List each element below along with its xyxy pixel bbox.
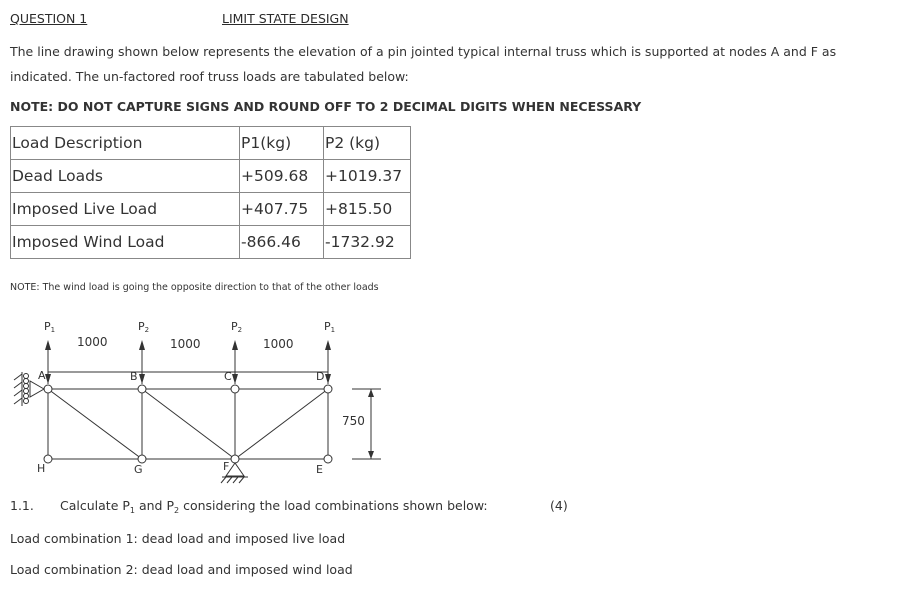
node-circle bbox=[324, 385, 332, 393]
load-label: P bbox=[44, 320, 51, 333]
load-combination-2: Load combination 2: dead load and imposed wind load bbox=[10, 562, 353, 577]
table-row bbox=[11, 226, 411, 259]
svg-text:P1 bbox=[44, 320, 55, 334]
rounding-note: NOTE: DO NOT CAPTURE SIGNS AND ROUND OFF TO 2 DECIMAL DIGITS WHEN NECESSARY bbox=[10, 99, 642, 114]
diagonal-member bbox=[235, 389, 328, 459]
load-label: P bbox=[324, 320, 331, 333]
question-sub-b: 2 bbox=[174, 506, 180, 515]
table-header-cell: P2 (kg) bbox=[324, 127, 411, 160]
load-combination-1: Load combination 1: dead load and imposed live load bbox=[10, 531, 346, 546]
intro-line-2: indicated. The un-factored roof truss loads are tabulated below: bbox=[10, 69, 409, 84]
question-marks: (4) bbox=[550, 498, 568, 513]
question-text-b: and P bbox=[135, 498, 175, 513]
load-sub: 1 bbox=[330, 326, 336, 334]
load-sub: 2 bbox=[237, 326, 243, 334]
load-label: P bbox=[138, 320, 145, 333]
table-header-cell: Load Description bbox=[11, 127, 240, 160]
node-label: D bbox=[316, 370, 325, 383]
node-label: C bbox=[224, 370, 232, 383]
arrow-head bbox=[232, 340, 238, 350]
question-text-a: Calculate P bbox=[60, 498, 130, 513]
topic-heading: LIMIT STATE DESIGN bbox=[222, 11, 349, 26]
node-circle bbox=[324, 455, 332, 463]
question-heading: QUESTION 1 bbox=[10, 11, 88, 26]
table-cell: +1019.37 bbox=[324, 160, 411, 193]
table-cell: +509.68 bbox=[240, 160, 324, 193]
node-label: F bbox=[223, 460, 230, 473]
table-row bbox=[11, 160, 411, 193]
span-label: 1000 bbox=[77, 335, 108, 349]
question-text-c: considering the load combinations shown below: bbox=[179, 498, 488, 513]
svg-text:P2 bbox=[231, 320, 242, 334]
table-cell: +815.50 bbox=[324, 193, 411, 226]
wind-note: NOTE: The wind load is going the opposite direction to that of the other loads bbox=[10, 282, 379, 293]
loads-table bbox=[10, 126, 411, 259]
diagonal-member bbox=[142, 389, 235, 459]
node-label: B bbox=[130, 370, 138, 383]
svg-text:P2 bbox=[138, 320, 149, 334]
table-cell: Imposed Wind Load bbox=[11, 226, 240, 259]
load-sub: 1 bbox=[50, 326, 56, 334]
table-cell: Imposed Live Load bbox=[11, 193, 240, 226]
node-label: G bbox=[134, 463, 143, 476]
height-label: 750 bbox=[342, 414, 365, 428]
table-header-cell: P1(kg) bbox=[240, 127, 324, 160]
arrow-head bbox=[45, 340, 51, 350]
arrow-head bbox=[139, 340, 145, 350]
span-label: 1000 bbox=[263, 337, 294, 351]
svg-text:P1 bbox=[324, 320, 335, 334]
table-row bbox=[11, 193, 411, 226]
node-label: E bbox=[316, 463, 323, 476]
diagonal-member bbox=[48, 389, 142, 459]
table-cell: +407.75 bbox=[240, 193, 324, 226]
arrow-head bbox=[325, 340, 331, 350]
table-header-row bbox=[11, 127, 411, 160]
question-text bbox=[60, 498, 488, 515]
question-number: 1.1. bbox=[10, 498, 34, 513]
node-circle bbox=[138, 385, 146, 393]
node-circle bbox=[231, 455, 239, 463]
table-cell: Dead Loads bbox=[11, 160, 240, 193]
load-label: P bbox=[231, 320, 238, 333]
node-label: H bbox=[37, 462, 46, 475]
load-sub: 2 bbox=[144, 326, 150, 334]
node-circle bbox=[231, 385, 239, 393]
question-sub-a: 1 bbox=[129, 506, 135, 515]
node-label: A bbox=[38, 369, 46, 382]
table-cell: -866.46 bbox=[240, 226, 324, 259]
node-circle bbox=[138, 455, 146, 463]
truss-diagram bbox=[0, 310, 420, 495]
table-cell: -1732.92 bbox=[324, 226, 411, 259]
node-circle bbox=[44, 385, 52, 393]
intro-line-1: The line drawing shown below represents the elevation of a pin jointed typical internal truss which is supported at nodes A and F as bbox=[10, 44, 837, 59]
span-label: 1000 bbox=[170, 337, 201, 351]
